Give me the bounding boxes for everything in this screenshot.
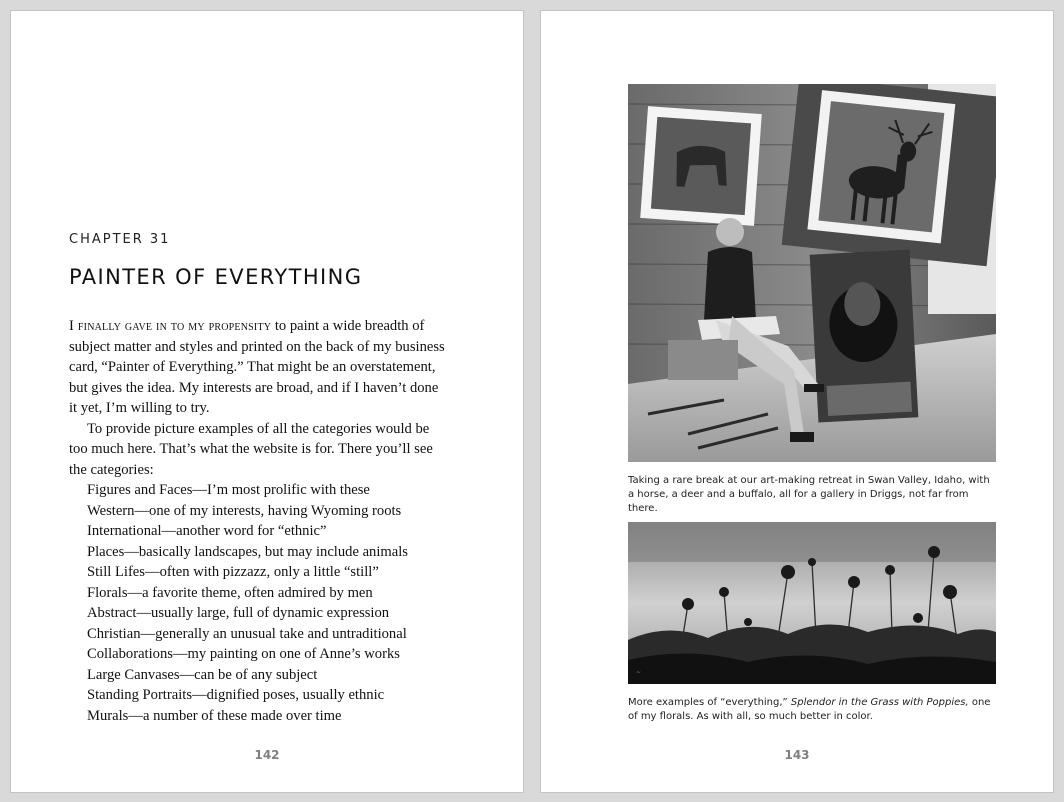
category-item: Figures and Faces—I’m most prolific with these	[87, 482, 370, 498]
category-item: Abstract—usually large, full of dynamic expression	[87, 605, 390, 621]
caption-2-rest: one of my florals. As with all, so much better in color.	[628, 697, 991, 722]
category-item: Western—one of my interests, having Wyoming roots	[87, 502, 402, 519]
paragraph-1-rest: to paint a wide breadth of subject matter and styles and printed on the back of my business card, “Painter of Everything.” That might be an overstatement, but gives the idea. My interests are broad, and if I haven’t done it yet, I’m willing to try.	[69, 318, 445, 416]
page-number: 142	[254, 748, 280, 762]
category-list	[69, 480, 449, 726]
page-number: 143	[784, 748, 810, 762]
paragraph-1-lead: I finally gave in to my propensity	[69, 318, 272, 334]
caption-2-lead: More examples of “everything,”	[628, 697, 791, 708]
right-page	[540, 10, 1054, 793]
category-item: Standing Portraits—dignified poses, usually ethnic	[87, 687, 385, 703]
category-item: Murals—a number of these made over time	[87, 707, 342, 724]
category-item: Christian—generally an unusual take and untraditional	[87, 625, 407, 642]
body-text	[69, 316, 449, 726]
artist-studio-photo	[628, 84, 996, 462]
photo-caption-1: Taking a rare break at our art-making retreat in Swan Valley, Idaho, with a horse, a deer and a buffalo, all for a gallery in Driggs, not far from there.	[628, 475, 990, 514]
poppies-painting	[628, 522, 996, 684]
paragraph-1	[69, 316, 449, 419]
left-page	[10, 10, 524, 793]
chapter-label: CHAPTER 31	[69, 232, 171, 247]
photo-caption-2	[628, 696, 998, 724]
paragraph-2: To provide picture examples of all the categories would be too much here. That’s what the website is for. There you’ll see the categories:	[69, 420, 433, 478]
category-item: Places—basically landscapes, but may include animals	[87, 543, 408, 560]
signature-mark: ~	[636, 669, 642, 676]
caption-2-artwork-title: Splendor in the Grass with Poppies,	[790, 697, 969, 708]
category-item: Florals—a favorite theme, often admired by men	[87, 584, 373, 601]
category-item: International—another word for “ethnic”	[87, 523, 327, 539]
chapter-title: PAINTER OF EVERYTHING	[69, 265, 363, 289]
category-item: Collaborations—my painting on one of Anne’s works	[87, 646, 400, 662]
category-item: Still Lifes—often with pizzazz, only a little “still”	[87, 564, 379, 580]
category-item: Large Canvases—can be of any subject	[87, 666, 318, 683]
